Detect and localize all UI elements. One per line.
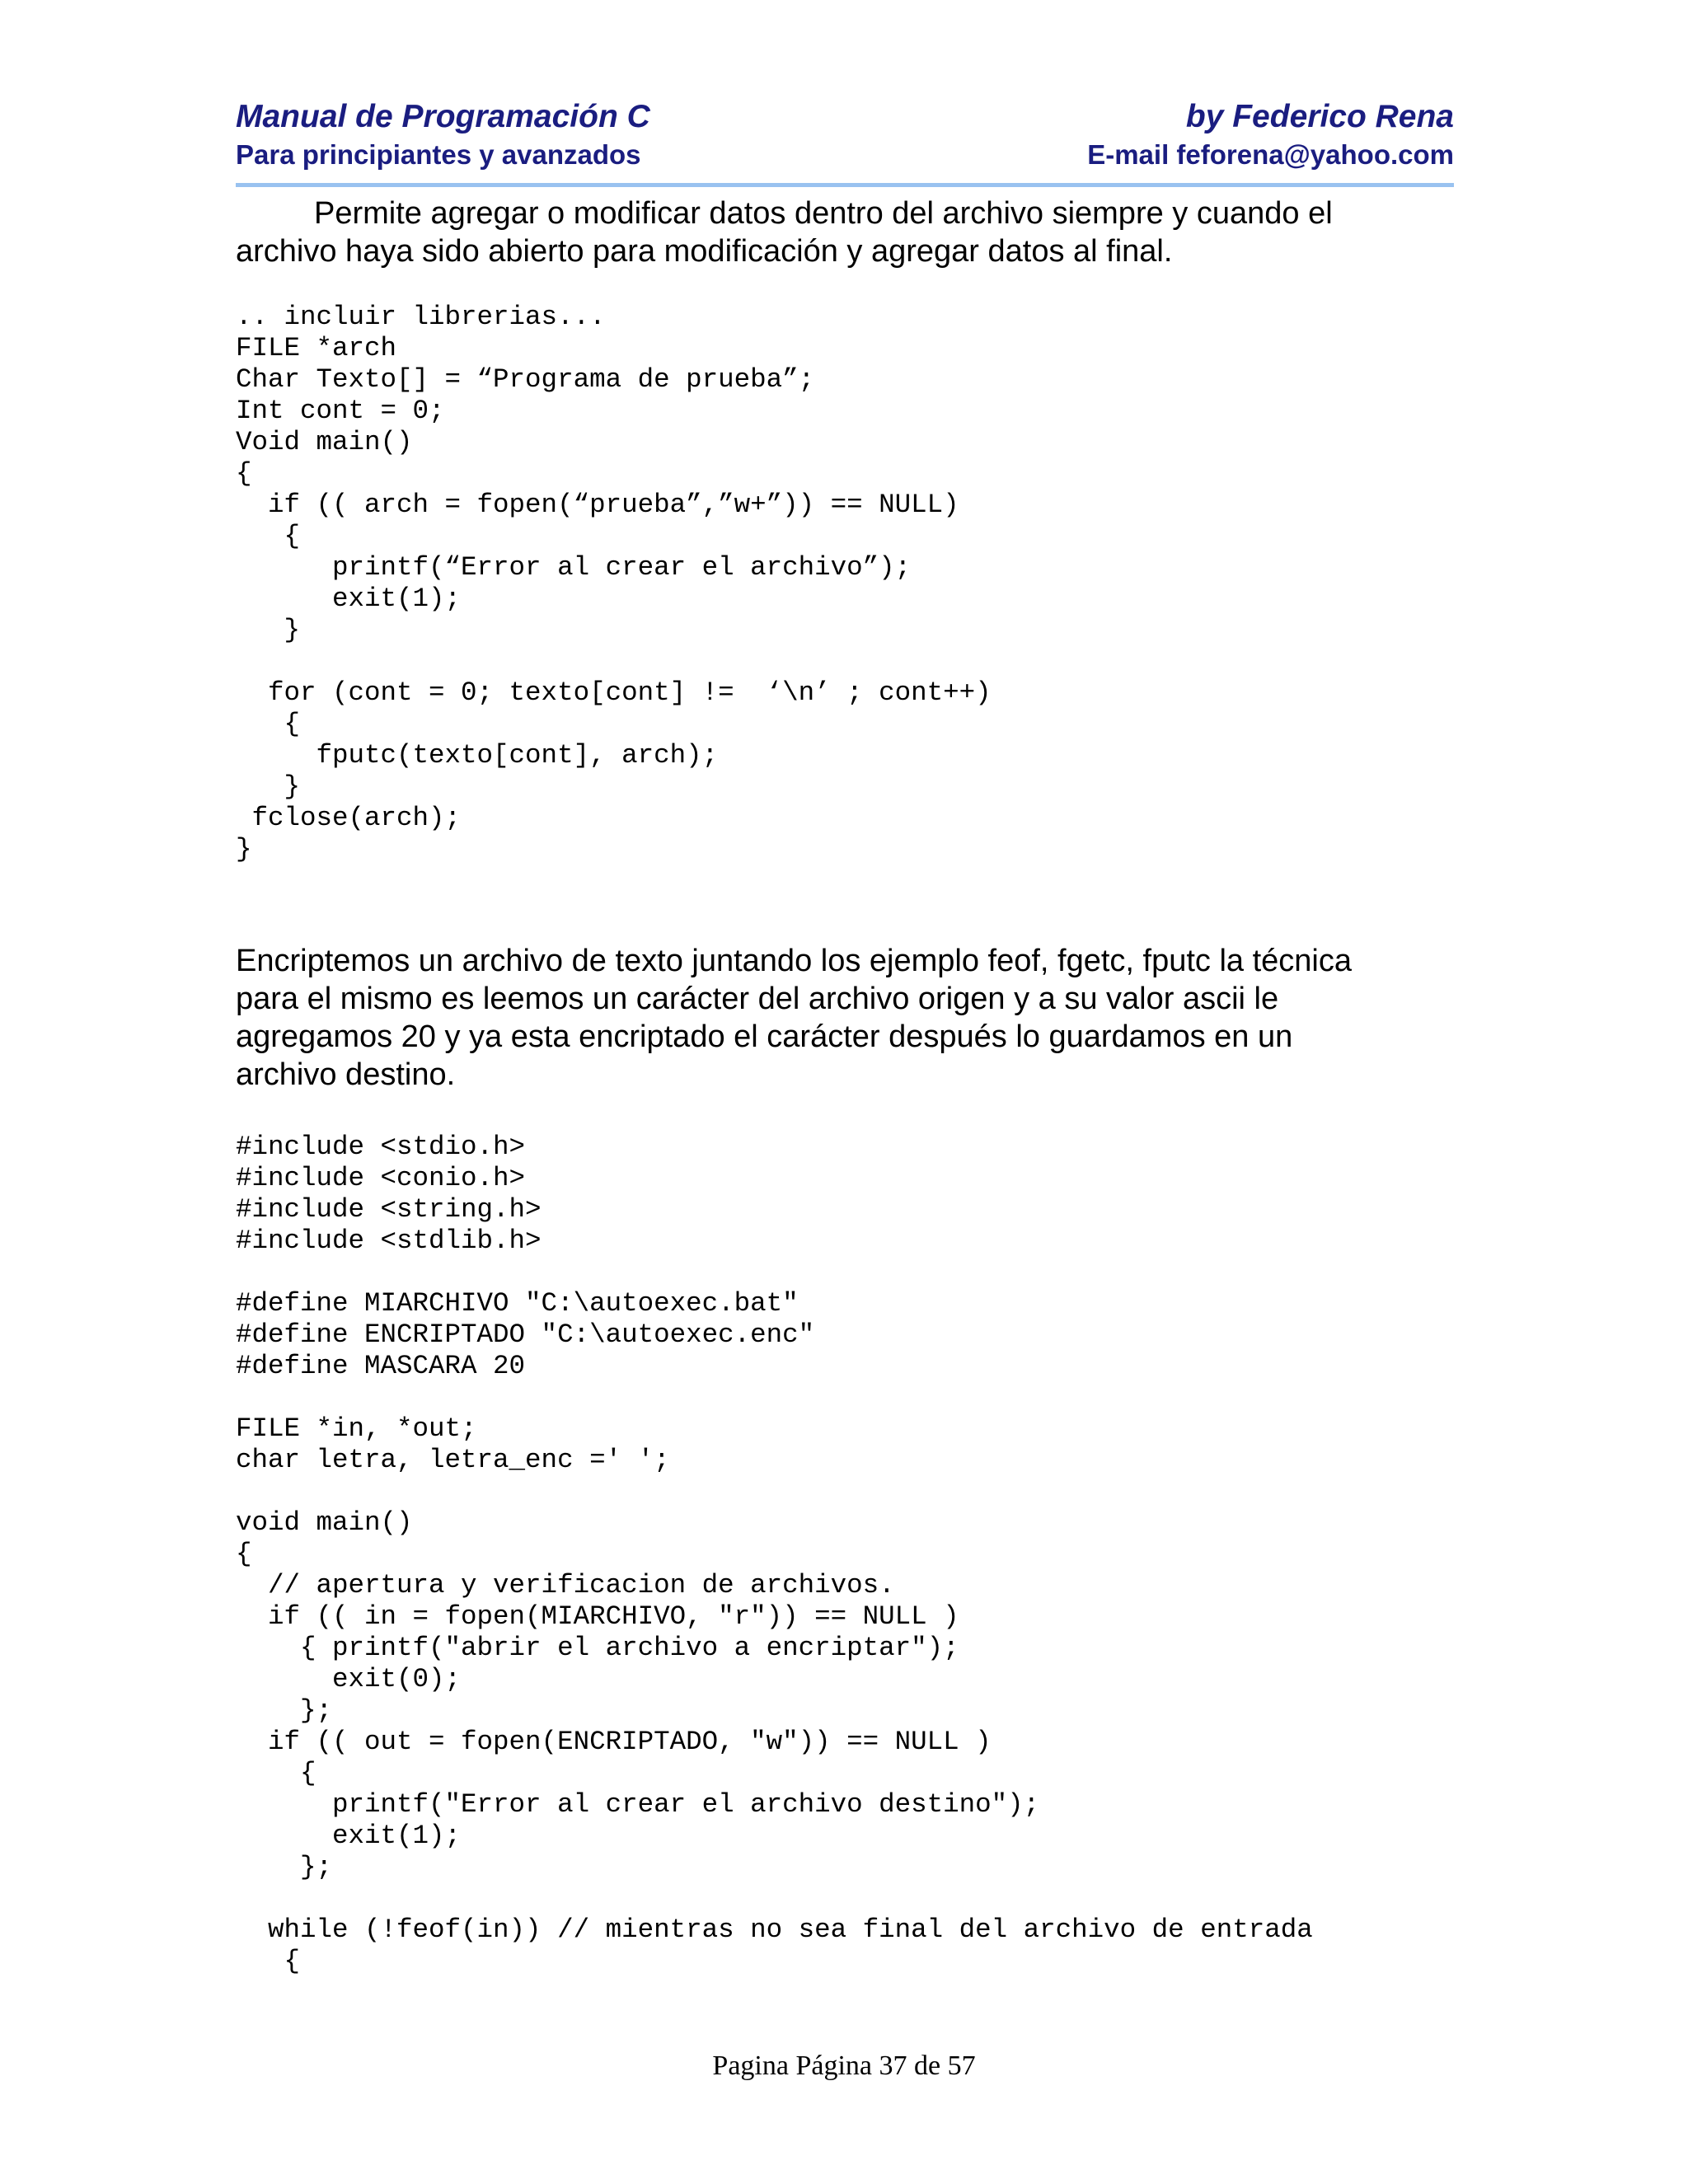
author-email: E-mail feforena@yahoo.com	[1087, 139, 1454, 170]
author-name: by Federico Rena	[1185, 99, 1454, 134]
page-number: Pagina Página 37 de 57	[712, 2050, 976, 2081]
intro-paragraph: Permite agregar o modificar datos dentro del archivo siempre y cuando el archivo haya sido abierto para modificación y agregar datos al final.	[236, 196, 1333, 269]
manual-title: Manual de Programación C	[236, 99, 650, 134]
code-block-encrypt-example: #include <stdio.h> #include <conio.h> #include <string.h> #include <stdlib.h> #define MIARCHIVO "C:\autoexec.bat" #define ENCRIPTADO "C:\autoexec.enc" #define MASCARA 20 FILE *in, *out; char letra, letra_enc =' '; void main() { // apertura y verificacion de archivos. if (( in = fopen(MIARCHIVO, "r")) == NULL ) { printf("abrir el archivo a encriptar"); exit(0); }; if (( out = fopen(ENCRIPTADO, "w")) == NULL ) { printf("Error al crear el archivo destino"); exit(1); }; while (!feof(in)) // mientras no sea final del archivo de entrada {	[236, 1132, 1313, 1976]
manual-subtitle: Para principiantes y avanzados	[236, 139, 641, 170]
encrypt-paragraph: Encriptemos un archivo de texto juntando los ejemplo feof, fgetc, fputc la técnica para el mismo es leemos un carácter del archivo origen y a su valor ascii le agregamos 20 y ya esta encriptado el carácter después lo guardamos en un archivo destino.	[236, 944, 1352, 1092]
page-header	[236, 97, 1454, 187]
code-block-fputc-example: .. incluir librerias... FILE *arch Char Texto[] = “Programa de prueba”; Int cont = 0; Void main() { if (( arch = fopen(“prueba”,”w+”)) == NULL) { printf(“Error al crear el archivo”); exit(1); } for (cont = 0; texto[cont] != ‘\n’ ; cont++) { fputc(texto[cont], arch); } fclose(arch); }	[236, 302, 992, 865]
